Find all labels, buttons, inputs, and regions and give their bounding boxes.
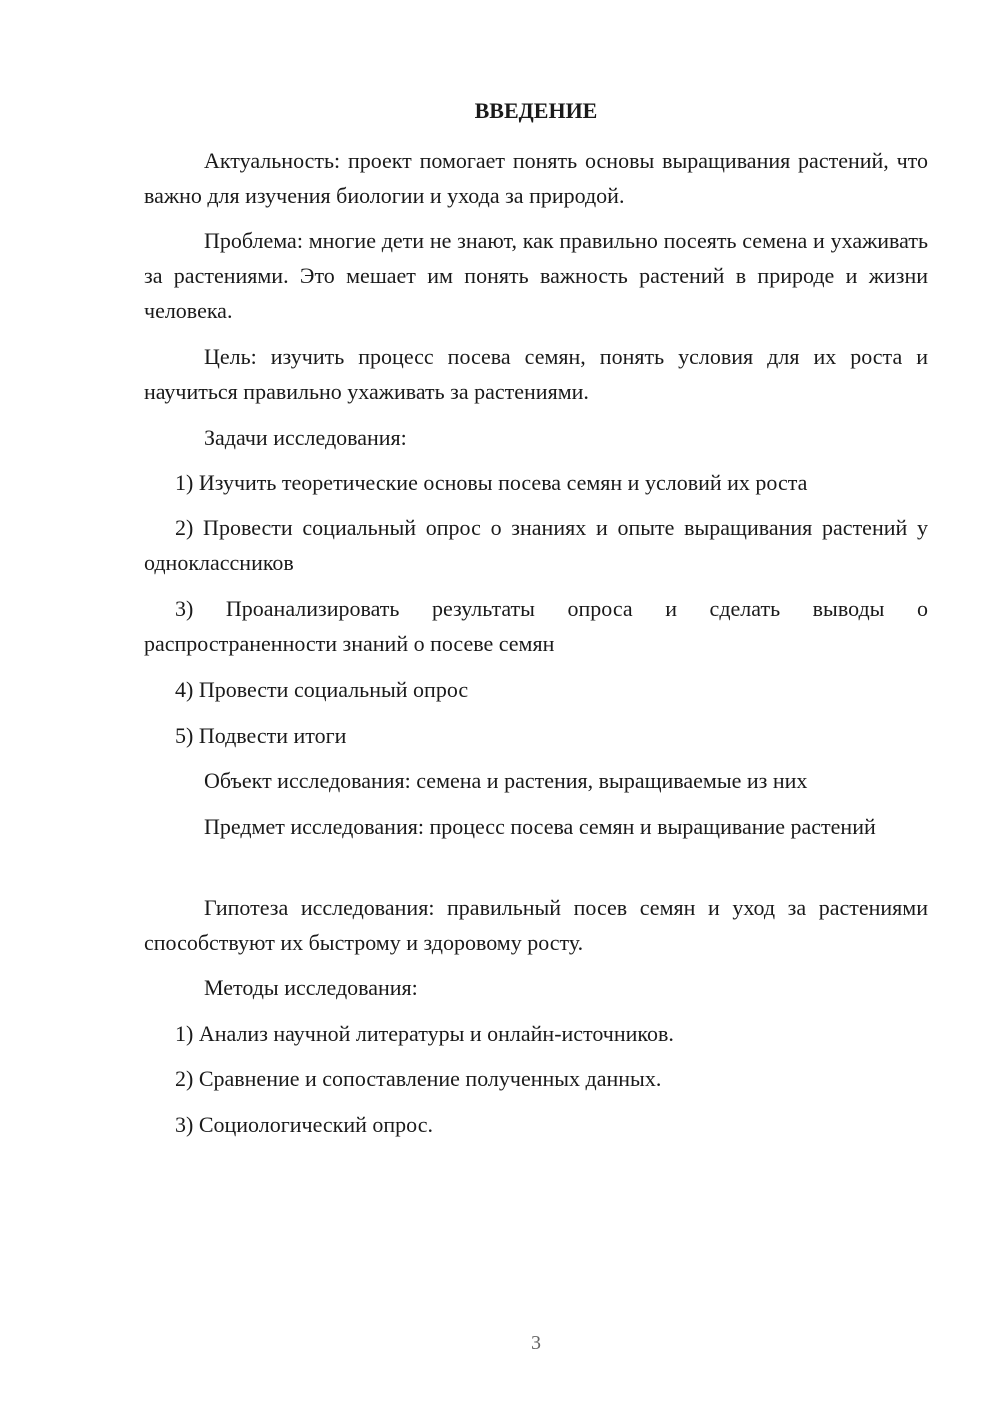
task-item-1: 1) Изучить теоретические основы посева семян и условий их роста: [175, 470, 808, 495]
method-item-3: 3) Социологический опрос.: [175, 1112, 433, 1137]
paragraph-subject: Предмет исследования: процесс посева семян и выращивание растений: [204, 814, 876, 839]
paragraph-hypothesis: Гипотеза исследования: правильный посев семян и уход за растениями способствуют их быстрому и здоровому росту.: [144, 895, 928, 955]
method-item-2: 2) Сравнение и сопоставление полученных данных.: [175, 1066, 662, 1091]
task-item-3: 3) Проанализировать результаты опроса и сделать выводы о распространенности знаний о посеве семян: [144, 596, 928, 656]
task-item-5: 5) Подвести итоги: [175, 723, 347, 748]
methods-heading: Методы исследования:: [204, 975, 418, 1000]
tasks-heading: Задачи исследования:: [204, 425, 407, 450]
page-number: 3: [531, 1332, 541, 1354]
page-title: ВВЕДЕНИЕ: [474, 98, 598, 123]
paragraph-goal: Цель: изучить процесс посева семян, понять условия для их роста и научиться правильно ухаживать за растениями.: [144, 344, 928, 404]
method-item-1: 1) Анализ научной литературы и онлайн-источников.: [175, 1021, 674, 1046]
task-item-2: 2) Провести социальный опрос о знаниях и опыте выращивания растений у одноклассников: [144, 515, 928, 575]
paragraph-object: Объект исследования: семена и растения, выращиваемые из них: [204, 768, 808, 793]
paragraph-relevance: Актуальность: проект помогает понять основы выращивания растений, что важно для изучения биологии и ухода за природой.: [144, 148, 928, 208]
paragraph-problem: Проблема: многие дети не знают, как правильно посеять семена и ухаживать за растениями. Это мешает им понять важность растений в природе и жизни человека.: [144, 228, 928, 323]
task-item-4: 4) Провести социальный опрос: [175, 677, 469, 702]
